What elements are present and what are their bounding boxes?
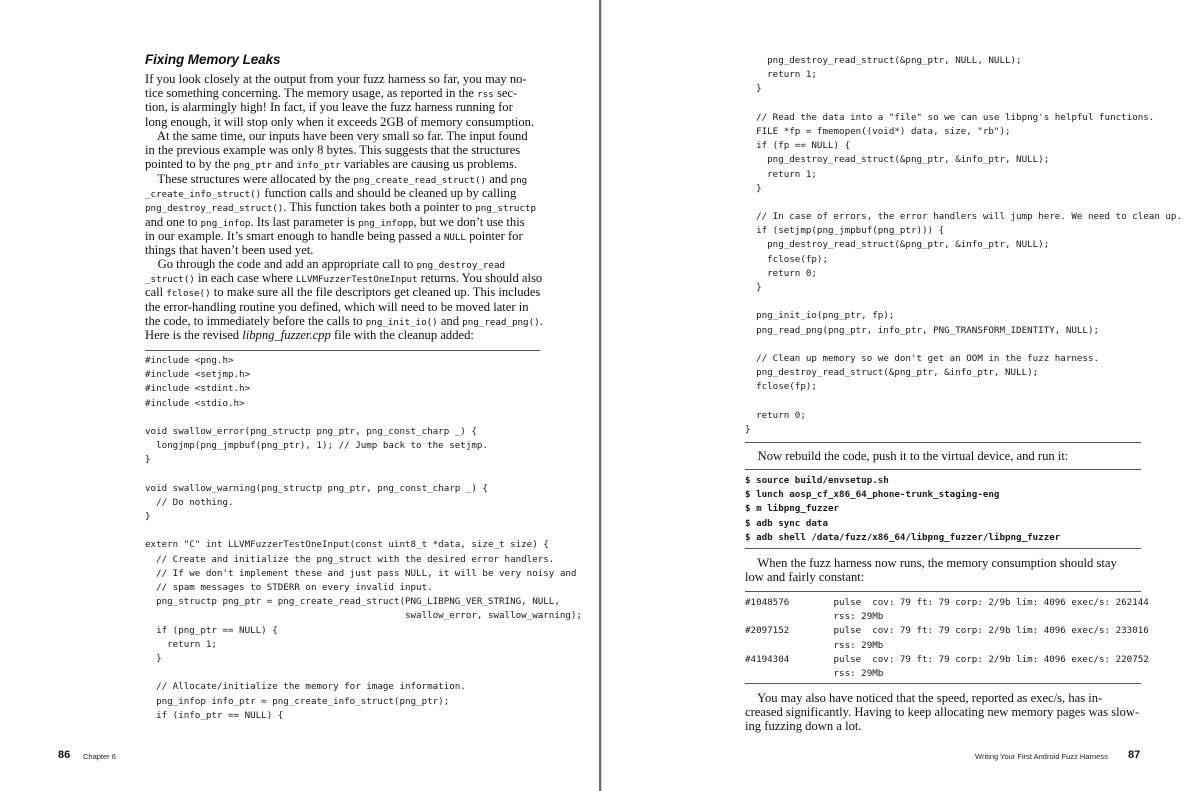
code-line: png_infop info_ptr = png_create_info_struct(png_ptr);	[145, 695, 450, 707]
text-line: tion, is alarmingly high! In fact, if you leave the fuzz harness running for	[145, 100, 513, 115]
text-line: When the fuzz harness now runs, the memory consumption should stay	[757, 556, 1117, 570]
command-rule-bottom	[745, 548, 1141, 549]
code-line: rss: 29Mb	[745, 639, 884, 651]
section-title: Fixing Memory Leaks	[145, 52, 281, 67]
text-line: the error-handling routine you defined, which will need to be moved later in	[145, 299, 529, 314]
code-line: fclose(fp);	[745, 381, 817, 393]
fuzzer-output	[745, 596, 1149, 681]
code-line: rss: 29Mb	[745, 667, 884, 679]
code-line: png_init_io(png_ptr, fp);	[745, 310, 895, 322]
text-line: long enough, it will stop only when it exceeds 2GB of memory consumption.	[145, 114, 535, 129]
text-line: and one to png_infop. Its last parameter is png_infopp, but we don’t use this	[145, 214, 525, 229]
code-rule-bottom	[745, 442, 1141, 443]
shell-commands	[745, 474, 1060, 545]
text-line: You may also have noticed that the speed, reported as exec/s, has in-	[757, 691, 1103, 705]
text-line: the code, to immediately before the calls to png_init_io() and png_read_png().	[145, 313, 543, 328]
code-rule-top	[145, 350, 540, 351]
code-line	[145, 411, 582, 425]
code-line: $ m libpng_fuzzer	[745, 503, 840, 515]
page-number: 86	[58, 749, 71, 761]
code-line: void swallow_error(png_structp png_ptr, png_const_charp _) {	[145, 425, 477, 437]
output-rule-bottom	[745, 683, 1141, 684]
code-line: png_destroy_read_struct(&png_ptr, &info_ptr, NULL);	[745, 239, 1050, 251]
text-line: Now rebuild the code, push it to the virtual device, and run it:	[757, 449, 1069, 463]
code-line: #2097152 pulse cov: 79 ft: 79 corp: 2/9b lim: 4096 exec/s: 233016	[745, 625, 1149, 637]
code-line: // If we don't implement these and just pass NULL, it will be very noisy and	[145, 567, 577, 579]
code-line: png_destroy_read_struct(&png_ptr, NULL, NULL);	[745, 55, 1022, 66]
code-line	[745, 395, 1182, 409]
code-line: return 1;	[745, 69, 817, 81]
command-rule-top	[745, 469, 1141, 470]
paragraph-intro	[145, 72, 545, 129]
code-line: #include <png.h>	[145, 355, 234, 366]
code-line: return 1;	[745, 168, 817, 180]
code-line: #include <stdint.h>	[145, 383, 251, 395]
code-line: // Read the data into a "file" so we can use libpng's helpful functions.	[745, 111, 1155, 123]
paragraph-rebuild	[745, 449, 1145, 463]
code-line: if (fp == NULL) {	[745, 140, 851, 152]
code-line: void swallow_warning(png_structp png_ptr, png_const_charp _) {	[145, 482, 488, 494]
code-line: // Clean up memory so we don't get an OOM in the fuzz harness.	[745, 352, 1100, 364]
page-number: 87	[1128, 749, 1141, 761]
code-line: $ adb sync data	[745, 517, 828, 529]
code-line: #1048576 pulse cov: 79 ft: 79 corp: 2/9b lim: 4096 exec/s: 262144	[745, 597, 1149, 608]
code-line: }	[145, 511, 151, 523]
code-line: }	[745, 423, 751, 435]
code-line	[745, 295, 1182, 309]
code-line: }	[745, 282, 762, 293]
text-line: in the previous example was only 8 bytes. This suggests that the structures	[145, 143, 521, 158]
code-line: if (setjmp(png_jmpbuf(png_ptr))) {	[745, 225, 945, 237]
paragraph-speed	[745, 691, 1145, 734]
paragraph-structures	[145, 172, 545, 257]
text-line: _struct() in each case where LLVMFuzzerTestOneInput returns. You should also	[145, 271, 543, 286]
code-line: }	[145, 454, 151, 466]
code-line	[145, 666, 582, 680]
code-line: // Do nothing.	[145, 496, 234, 508]
code-line: png_structp png_ptr = png_create_read_struct(PNG_LIBPNG_VER_STRING, NULL,	[145, 596, 560, 608]
code-line	[145, 468, 582, 482]
text-line: ing fuzzing down a lot.	[745, 719, 862, 734]
text-line: pointed to by the png_ptr and info_ptr variables are causing us problems.	[145, 157, 518, 172]
code-line: // In case of errors, the error handlers will jump here. We need to clean up.	[745, 211, 1182, 223]
code-line: if (info_ptr == NULL) {	[145, 709, 284, 721]
code-line: fclose(fp);	[745, 253, 828, 265]
code-line	[145, 524, 582, 538]
left-page	[0, 0, 598, 791]
text-line: _create_info_struct() function calls and should be cleaned up by calling	[145, 186, 517, 201]
book-spine-shadow	[601, 0, 602, 791]
text-line: things that haven’t been used yet.	[145, 242, 314, 257]
code-listing-continued	[745, 54, 1182, 437]
right-page	[603, 0, 1200, 791]
code-line: }	[745, 83, 762, 95]
text-line: At the same time, our inputs have been very small so far. The input found	[156, 129, 528, 143]
code-line: }	[745, 182, 762, 194]
text-line: These structures were allocated by the png_create_read_struct() and png	[157, 172, 528, 186]
text-line: tice something concerning. The memory usage, as reported in the rss sec-	[145, 86, 518, 101]
code-line: #include <stdio.h>	[145, 397, 245, 409]
text-line: png_destroy_read_struct(). This function takes both a pointer to png_structp	[145, 200, 537, 215]
code-line: // Allocate/initialize the memory for image information.	[145, 681, 466, 693]
code-line: #4194304 pulse cov: 79 ft: 79 corp: 2/9b lim: 4096 exec/s: 220752	[745, 653, 1149, 665]
running-head: Chapter 6	[83, 752, 116, 761]
code-line: $ lunch aosp_cf_x86_64_phone-trunk_staging-eng	[745, 489, 1000, 501]
code-line: png_read_png(png_ptr, info_ptr, PNG_TRANSFORM_IDENTITY, NULL);	[745, 324, 1100, 336]
code-line: if (png_ptr == NULL) {	[145, 624, 278, 636]
code-line: swallow_error, swallow_warning);	[145, 610, 582, 622]
code-line: png_destroy_read_struct(&png_ptr, &info_ptr, NULL);	[745, 367, 1039, 379]
code-line	[745, 338, 1182, 352]
code-line	[745, 196, 1182, 210]
code-line: // spam messages to STDERR on every invalid input.	[145, 582, 433, 593]
code-line: }	[145, 652, 162, 664]
code-line: rss: 29Mb	[745, 611, 884, 623]
code-listing	[145, 354, 582, 723]
text-line: creased significantly. Having to keep allocating new memory pages was slow-	[745, 705, 1140, 720]
running-head: Writing Your First Android Fuzz Harness	[975, 752, 1108, 761]
code-line: FILE *fp = fmemopen((void*) data, size, "rb");	[745, 125, 1011, 137]
code-line: #include <setjmp.h>	[145, 369, 251, 381]
code-line: longjmp(png_jmpbuf(png_ptr), 1); // Jump back to the setjmp.	[145, 440, 488, 452]
text-line: If you look closely at the output from your fuzz harness so far, you may no-	[145, 72, 527, 86]
text-line: call fclose() to make sure all the file descriptors get cleaned up. This includes	[145, 285, 541, 300]
code-line: png_destroy_read_struct(&png_ptr, &info_ptr, NULL);	[745, 154, 1050, 166]
paragraph-input-size	[145, 129, 545, 172]
text-line: low and fairly constant:	[745, 570, 865, 585]
paragraph-instructions	[145, 257, 545, 342]
text-line: in our example. It’s smart enough to handle being passed a NULL pointer for	[145, 228, 523, 243]
output-rule-top	[745, 591, 1141, 592]
text-line: Here is the revised libpng_fuzzer.cpp file with the cleanup added:	[145, 327, 474, 342]
text-line: Go through the code and add an appropriate call to png_destroy_read	[157, 257, 506, 271]
paragraph-memory	[745, 556, 1145, 584]
code-line: $ source build/envsetup.sh	[745, 475, 889, 486]
code-line: return 0;	[745, 409, 806, 421]
code-line: $ adb shell /data/fuzz/x86_64/libpng_fuzzer/libpng_fuzzer	[745, 531, 1061, 543]
code-line	[745, 97, 1182, 111]
code-line: // Create and initialize the png_struct with the desired error handlers.	[145, 553, 555, 565]
code-line: return 0;	[745, 267, 817, 279]
code-line: return 1;	[145, 638, 217, 650]
code-line: extern "C" int LLVMFuzzerTestOneInput(const uint8_t *data, size_t size) {	[145, 539, 549, 551]
